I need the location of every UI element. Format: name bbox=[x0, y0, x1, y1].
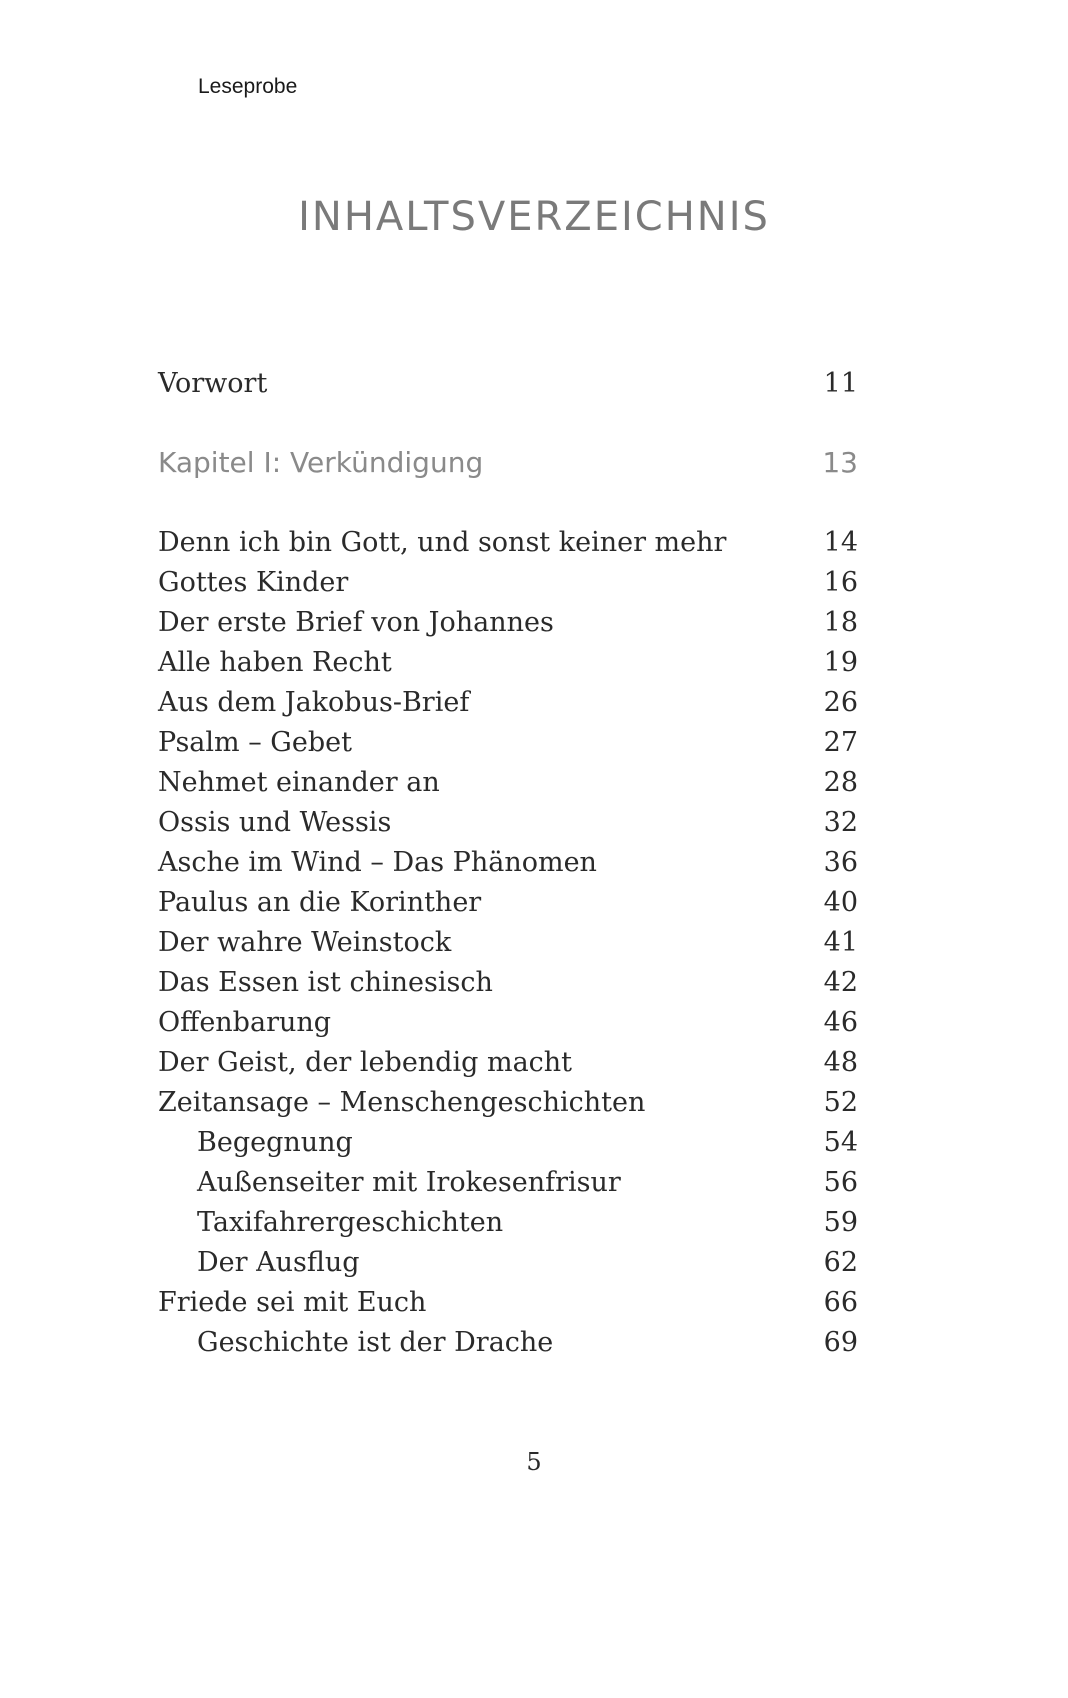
toc-entry-page: 32 bbox=[823, 807, 858, 838]
toc-entry-label: Geschichte ist der Drache bbox=[197, 1327, 554, 1358]
toc-entry-label: Vorwort bbox=[158, 368, 268, 399]
toc-entry-label: Aus dem Jakobus-Brief bbox=[158, 687, 470, 718]
toc-row bbox=[158, 603, 858, 643]
toc-row bbox=[158, 563, 858, 603]
toc-entry-page: 27 bbox=[823, 727, 858, 758]
toc-row bbox=[158, 1043, 858, 1083]
toc-entry-label: Psalm – Gebet bbox=[158, 727, 352, 758]
toc-row bbox=[158, 1283, 858, 1323]
toc-row bbox=[158, 643, 858, 683]
toc-entry-label: Friede sei mit Euch bbox=[158, 1287, 427, 1318]
toc-entry-label: Der wahre Weinstock bbox=[158, 927, 452, 958]
toc-row bbox=[158, 1083, 858, 1123]
toc-entry-label: Zeitansage – Menschengeschichten bbox=[158, 1087, 646, 1118]
toc-row-preface bbox=[158, 364, 858, 404]
toc-entry-page: 19 bbox=[823, 647, 858, 678]
toc-subrow bbox=[158, 1203, 858, 1243]
chapter-page: 13 bbox=[822, 446, 858, 479]
toc-entry-label: Außenseiter mit Irokesenfrisur bbox=[197, 1167, 621, 1198]
toc-row bbox=[158, 723, 858, 763]
toc-row bbox=[158, 883, 858, 923]
toc-entry-page: 52 bbox=[823, 1087, 858, 1118]
chapter-label: Kapitel I: Verkündigung bbox=[158, 446, 484, 479]
toc-entry-label: Das Essen ist chinesisch bbox=[158, 967, 493, 998]
toc-row bbox=[158, 843, 858, 883]
page-title: INHALTSVERZEICHNIS bbox=[298, 193, 770, 240]
toc-subrow bbox=[158, 1123, 858, 1163]
toc-entry-label: Begegnung bbox=[197, 1127, 353, 1158]
page-number: 5 bbox=[526, 1448, 542, 1476]
toc-entry-label: Alle haben Recht bbox=[158, 647, 392, 678]
toc-entry-label: Offenbarung bbox=[158, 1007, 332, 1038]
toc-entry-label: Denn ich bin Gott, und sonst keiner mehr bbox=[158, 527, 727, 558]
toc-row bbox=[158, 803, 858, 843]
toc-row bbox=[158, 523, 858, 563]
toc-entry-page: 16 bbox=[823, 567, 858, 598]
toc-entry-label: Der erste Brief von Johannes bbox=[158, 607, 554, 638]
toc-row bbox=[158, 1003, 858, 1043]
toc-entry-page: 28 bbox=[823, 767, 858, 798]
toc-entry-page: 11 bbox=[823, 368, 858, 399]
toc-entry-label: Gottes Kinder bbox=[158, 567, 349, 598]
toc-entry-page: 48 bbox=[823, 1047, 858, 1078]
toc-entry-page: 62 bbox=[823, 1247, 858, 1278]
toc-entry-label: Der Ausflug bbox=[197, 1247, 360, 1278]
toc-entry-label: Ossis und Wessis bbox=[158, 807, 392, 838]
toc-row-chapter bbox=[158, 443, 858, 483]
toc-row bbox=[158, 963, 858, 1003]
toc-entry-label: Nehmet einander an bbox=[158, 767, 440, 798]
toc-entry-page: 54 bbox=[823, 1127, 858, 1158]
toc-row bbox=[158, 683, 858, 723]
toc-entry-page: 46 bbox=[823, 1007, 858, 1038]
toc-entry-page: 42 bbox=[823, 967, 858, 998]
header-label: Leseprobe bbox=[198, 75, 298, 98]
toc-entry-label: Taxifahrergeschichten bbox=[197, 1207, 504, 1238]
toc-entry-page: 40 bbox=[823, 887, 858, 918]
toc-entry-label: Paulus an die Korinther bbox=[158, 887, 482, 918]
toc-entry-page: 36 bbox=[823, 847, 858, 878]
toc-entry-label: Asche im Wind – Das Phänomen bbox=[158, 847, 597, 878]
toc-row bbox=[158, 923, 858, 963]
toc-entry-page: 26 bbox=[823, 687, 858, 718]
toc-entry-page: 56 bbox=[823, 1167, 858, 1198]
toc-subrow bbox=[158, 1323, 858, 1363]
toc-entry-page: 69 bbox=[823, 1327, 858, 1358]
toc-entry-page: 59 bbox=[823, 1207, 858, 1238]
toc-entry-page: 41 bbox=[823, 927, 858, 958]
toc-row bbox=[158, 763, 858, 803]
toc-entry-page: 14 bbox=[823, 527, 858, 558]
toc-subrow bbox=[158, 1243, 858, 1283]
toc-entry-page: 18 bbox=[823, 607, 858, 638]
toc-entry-page: 66 bbox=[823, 1287, 858, 1318]
toc-subrow bbox=[158, 1163, 858, 1203]
toc-entry-label: Der Geist, der lebendig macht bbox=[158, 1047, 573, 1078]
